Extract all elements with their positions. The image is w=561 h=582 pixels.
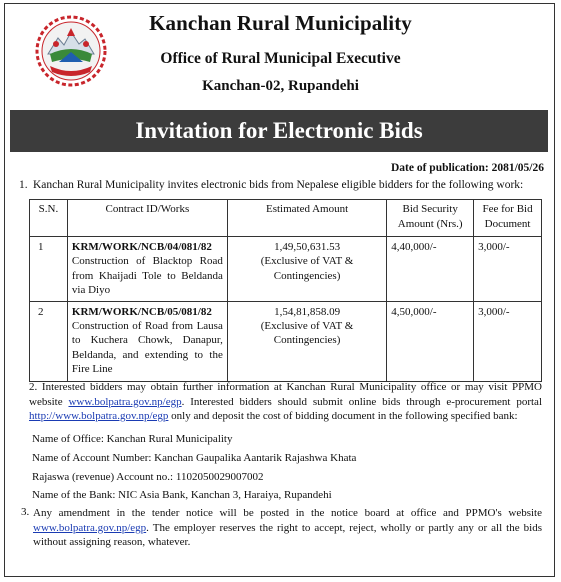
header-sn: S.N. xyxy=(30,200,68,237)
bank-name: Name of the Bank: NIC Asia Bank, Kanchan 3, Haraiya, Rupandehi xyxy=(32,489,332,501)
table-row xyxy=(30,301,542,381)
header-security-line1: Bid Security xyxy=(402,203,458,215)
row-security: 4,40,000/- xyxy=(387,237,474,302)
header-amount: Estimated Amount xyxy=(227,200,386,237)
publication-date: Date of publication: 2081/05/26 xyxy=(390,162,544,174)
header-security-line2: Amount (Nrs.) xyxy=(397,218,463,230)
row-sn: 2 xyxy=(30,301,68,381)
row-contract-id: KRM/WORK/NCB/05/081/82 xyxy=(71,305,212,318)
header-fee xyxy=(474,200,542,237)
header-security xyxy=(387,200,474,237)
row-security: 4,50,000/- xyxy=(387,301,474,381)
ppmo-link[interactable]: www.bolpatra.gov.np/egp xyxy=(68,395,182,408)
row-work xyxy=(67,301,227,381)
intro-text: Kanchan Rural Municipality invites electronic bids from Nepalese eligible bidders for the following work: xyxy=(33,179,524,191)
row-amount xyxy=(227,301,386,381)
table-row xyxy=(30,237,542,302)
row-sn: 1 xyxy=(30,237,68,302)
bids-table xyxy=(29,199,542,382)
row-amount xyxy=(227,237,386,302)
municipality-title: Kanchan Rural Municipality xyxy=(149,11,412,35)
row-work-desc: Construction of Blacktop Road from Khaijadi Tole to Beldanda via Diyo xyxy=(71,255,223,297)
information-paragraph xyxy=(29,380,542,424)
row-work-desc: Construction of Road from Lausa to Kuchera Chowk, Danapur, Beldanda, and extending to the Fire Line xyxy=(71,320,223,376)
amendment-paragraph xyxy=(33,506,542,550)
e-procurement-link[interactable]: http://www.bolpatra.gov.np/egp xyxy=(29,410,169,423)
row-amount-value: 1,49,50,631.53 xyxy=(274,241,341,253)
row-fee: 3,000/- xyxy=(474,301,542,381)
office-title: Office of Rural Municipal Executive xyxy=(160,50,401,67)
row-amount-note: (Exclusive of VAT & Contingencies) xyxy=(260,255,354,282)
amendment-number: 3. xyxy=(21,506,30,518)
amendment-text-b: . The employer reserves the right to accept, reject, wholly or partly any or all the bids without assigning reason, whatever. xyxy=(33,521,542,549)
intro-number: 1. xyxy=(19,179,28,191)
row-amount-note: (Exclusive of VAT & Contingencies) xyxy=(260,320,354,347)
table-header-row xyxy=(30,200,542,237)
row-contract-id: KRM/WORK/NCB/04/081/82 xyxy=(71,241,212,253)
bank-office-name: Name of Office: Kanchan Rural Municipality xyxy=(32,433,233,445)
row-amount-value: 1,54,81,858.09 xyxy=(274,305,341,318)
amendment-link[interactable]: www.bolpatra.gov.np/egp xyxy=(33,521,147,534)
info-text-b: . Interested bidders should submit online bids through e-procurement portal xyxy=(181,395,542,408)
header-fee-line2: Document xyxy=(484,218,531,230)
row-fee: 3,000/- xyxy=(474,237,542,302)
office-address: Kanchan-02, Rupandehi xyxy=(202,78,359,94)
header-fee-line1: Fee for Bid xyxy=(482,203,533,215)
bank-account-number: Rajaswa (revenue) Account no.: 1102050029007002 xyxy=(32,471,264,483)
amendment-text-a: Any amendment in the tender notice will be posted in the notice board at office and PPMO's website xyxy=(33,507,542,519)
info-text-c: only and deposit the cost of bidding document in the following specified bank: xyxy=(168,410,518,423)
row-work xyxy=(67,237,227,302)
header-contract: Contract ID/Works xyxy=(67,200,227,237)
bank-account-name: Name of Account Number: Kanchan Gaupalika Aantarik Rajashwa Khata xyxy=(32,452,357,464)
info-text-a: 2. Interested bidders may obtain further information at Kanchan Rural Municipality office or may visit PPMO website xyxy=(29,381,542,408)
notice-banner: Invitation for Electronic Bids xyxy=(10,110,548,152)
